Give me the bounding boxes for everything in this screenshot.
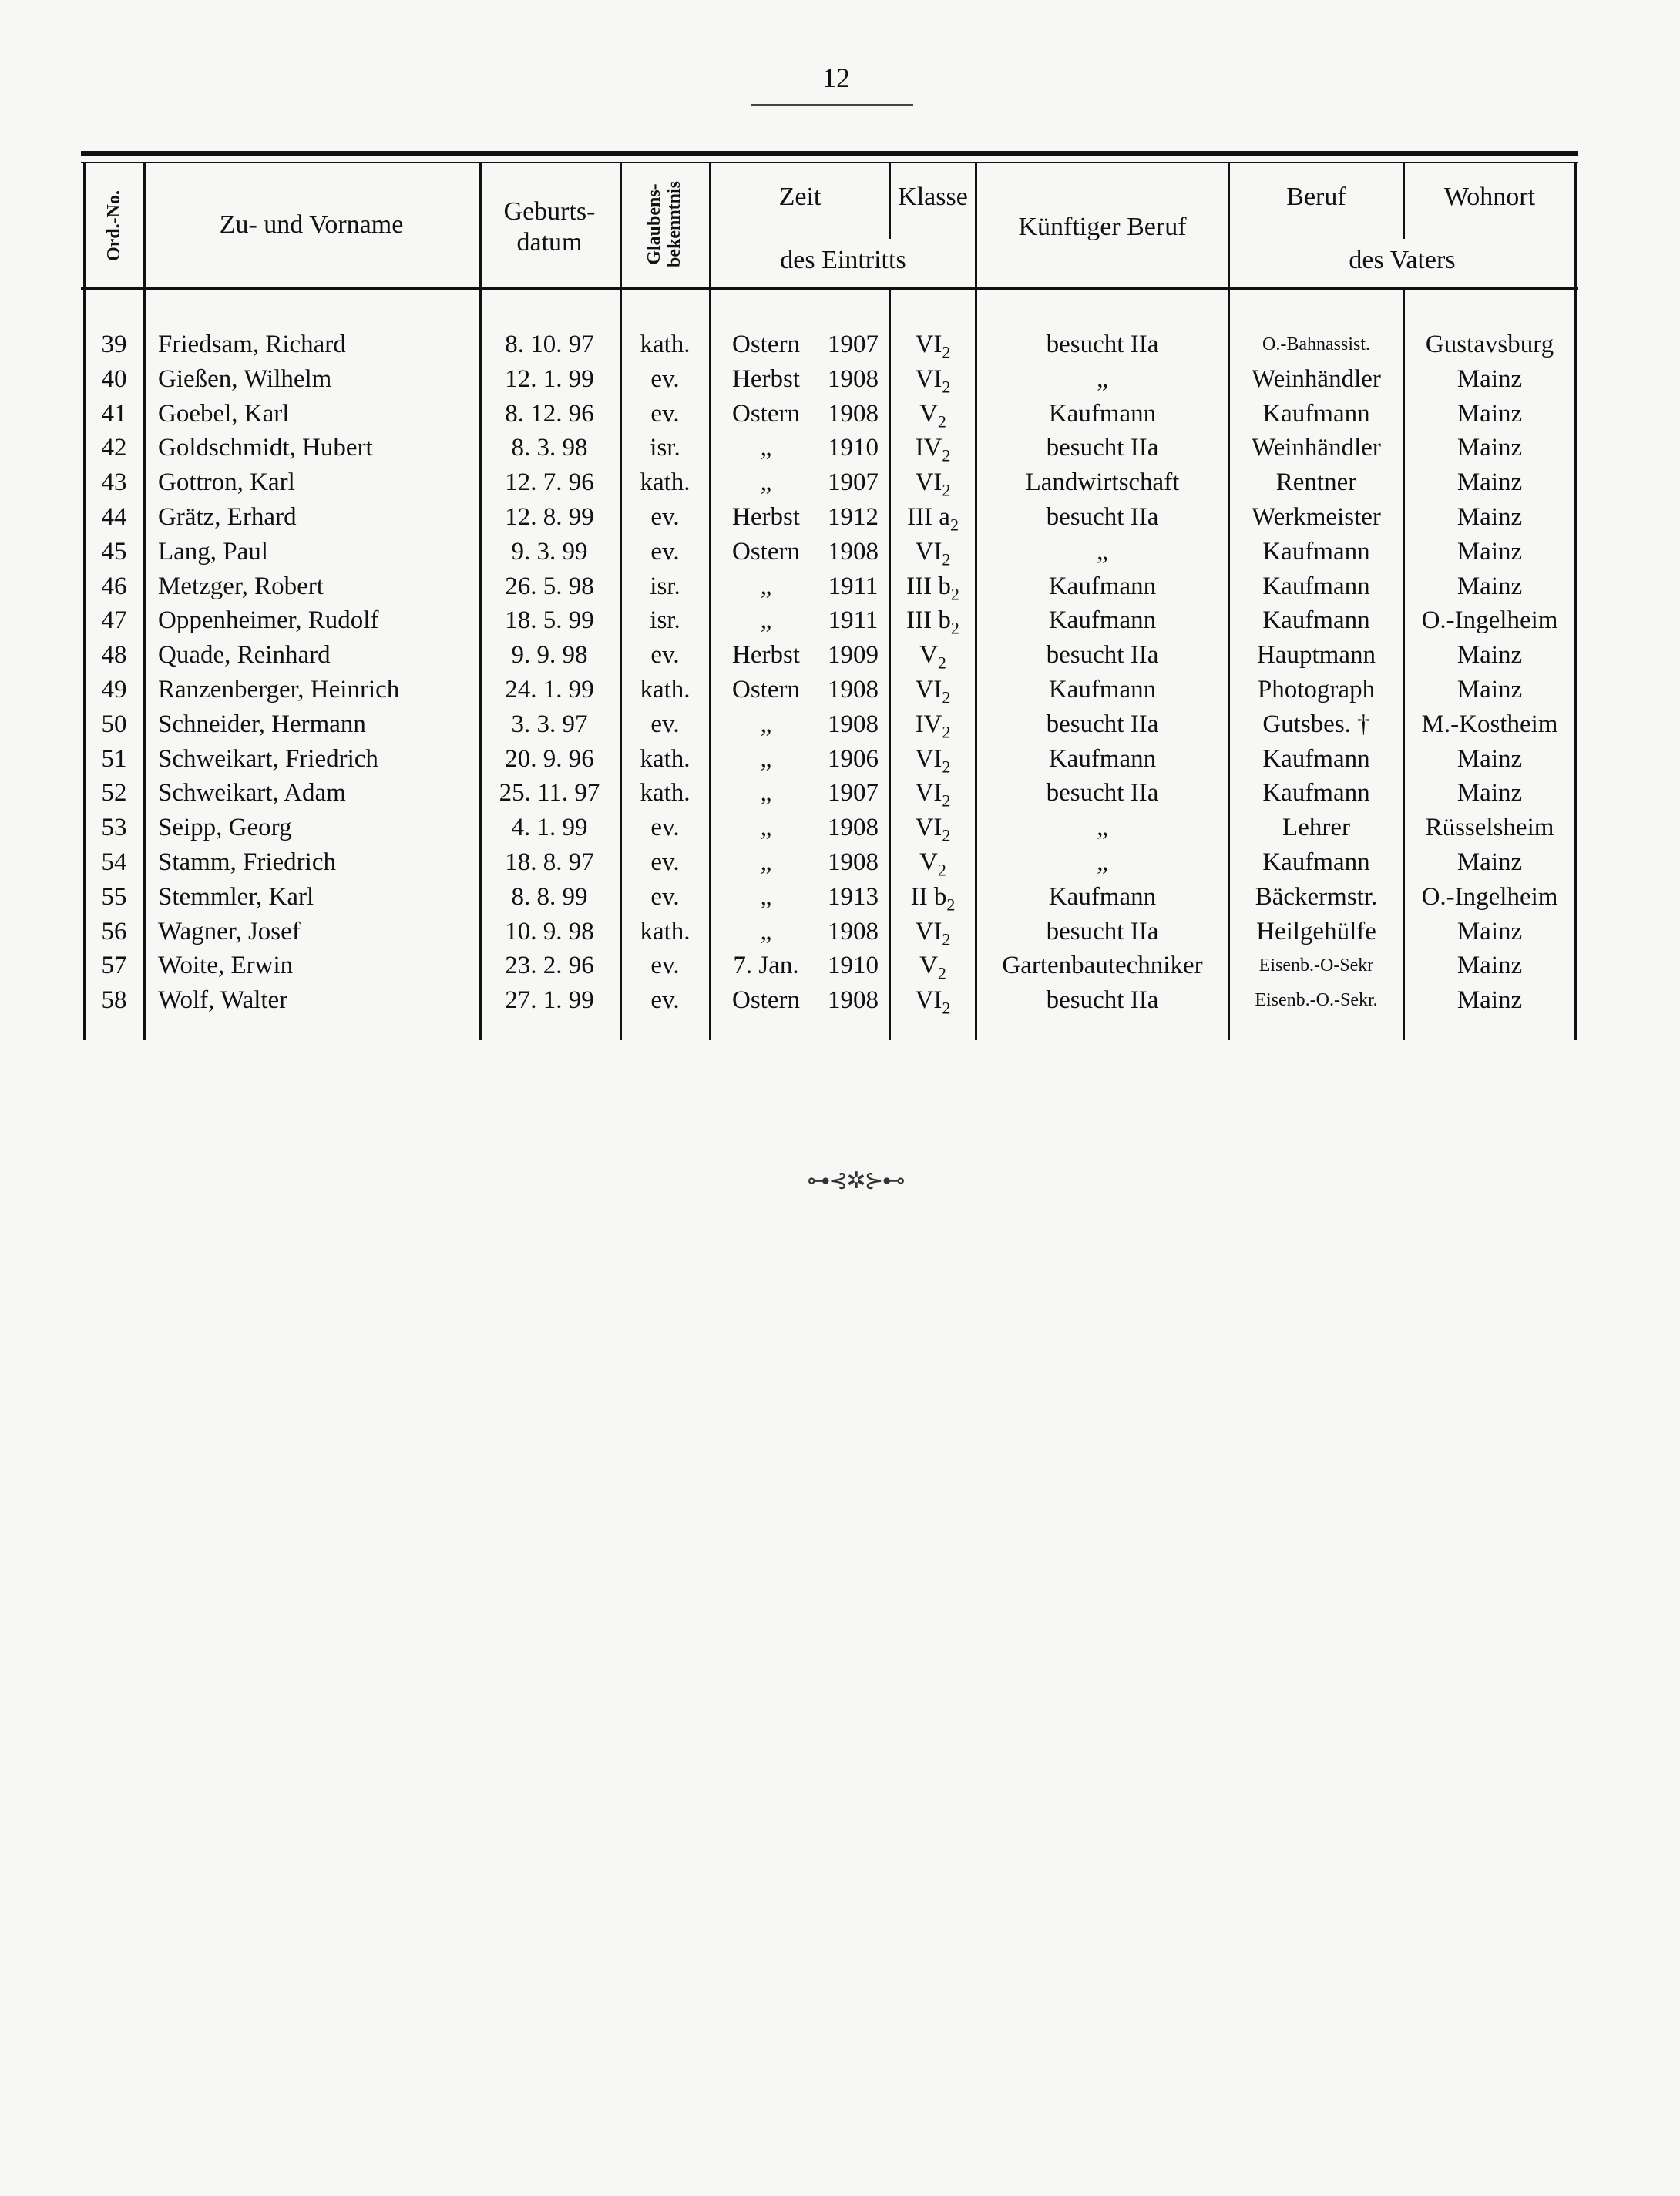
cell-ord-no: 42 [101, 434, 127, 462]
cell-name: Oppenheimer, Rudolf [158, 606, 379, 635]
class-label: IV [915, 434, 942, 462]
cell-father-occupation: Hauptmann [1257, 641, 1376, 670]
class-label: VI [915, 364, 942, 393]
table-row [0, 776, 1680, 811]
header-bottom-rule [81, 287, 1578, 290]
cell-ord-no: 52 [101, 779, 127, 808]
header-birth-date: Geburts- datum [503, 197, 596, 257]
cell-entry-term: „ [760, 468, 772, 497]
cell-entry-year: 1910 [828, 434, 879, 462]
cell-future-occupation: Kaufmann [1048, 744, 1157, 773]
cell-birth-date: 8. 10. 97 [505, 331, 594, 358]
cell-future-occupation: besucht IIa [1046, 503, 1159, 531]
cell-entry-year: 1908 [828, 537, 879, 566]
table-row [0, 949, 1680, 983]
cell-name: Grätz, Erhard [158, 503, 297, 531]
class-label: VI [915, 468, 942, 497]
cell-birth-date: 3. 3. 97 [511, 710, 588, 738]
table-row [0, 707, 1680, 742]
table-row [0, 397, 1680, 431]
cell-father-occupation: Kaufmann [1262, 848, 1370, 876]
cell-future-occupation: besucht IIa [1046, 710, 1159, 738]
cell-religion: ev. [650, 882, 680, 911]
cell-entry-year: 1911 [828, 572, 879, 600]
cell-entry-year: 1908 [828, 710, 879, 738]
cell-ord-no: 54 [101, 848, 127, 876]
class-subscript: 2 [942, 998, 951, 1018]
cell-entry-year: 1907 [828, 779, 879, 808]
cell-future-occupation: „ [1097, 537, 1108, 566]
cell-father-residence: Mainz [1457, 537, 1523, 566]
table-row [0, 362, 1680, 397]
cell-father-residence: Mainz [1457, 364, 1523, 393]
cell-ord-no: 50 [101, 710, 127, 738]
class-subscript: 2 [942, 342, 951, 362]
cell-religion: ev. [650, 814, 680, 842]
cell-name: Wolf, Walter [158, 986, 288, 1015]
cell-name: Schweikart, Adam [158, 779, 346, 808]
cell-entry-term: Herbst [732, 364, 800, 393]
cell-father-occupation: Eisenb.-O-Sekr [1258, 955, 1374, 976]
class-subscript: 2 [937, 963, 946, 983]
cell-father-occupation: Kaufmann [1262, 572, 1370, 600]
cell-name: Lang, Paul [158, 537, 268, 566]
cell-ord-no: 46 [101, 572, 127, 600]
cell-birth-date: 8. 3. 98 [511, 434, 588, 462]
cell-father-residence: Rüsselsheim [1425, 814, 1554, 842]
cell-entry-year: 1908 [828, 364, 879, 393]
cell-religion: ev. [650, 952, 680, 980]
header-time: Zeit [778, 183, 822, 211]
cell-birth-date: 27. 1. 99 [505, 986, 594, 1015]
cell-name: Schweikart, Friedrich [158, 744, 378, 773]
cell-entry-term: Herbst [732, 503, 800, 531]
class-label: V [919, 952, 938, 980]
cell-future-occupation: Kaufmann [1048, 572, 1157, 600]
class-label: V [919, 399, 938, 428]
cell-name: Stemmler, Karl [158, 882, 314, 911]
cell-entry-term: „ [760, 606, 772, 635]
cell-entry-term: Herbst [732, 641, 800, 670]
cell-father-residence: Mainz [1457, 676, 1523, 703]
cell-ord-no: 39 [101, 331, 127, 358]
cell-name: Stamm, Friedrich [158, 848, 336, 876]
cell-birth-date: 20. 9. 96 [505, 744, 594, 773]
cell-father-residence: Mainz [1457, 952, 1523, 980]
cell-father-occupation: Weinhändler [1252, 364, 1381, 393]
header-entry: des Eintritts [780, 246, 906, 274]
cell-class [891, 983, 975, 1026]
cell-religion: kath. [640, 676, 690, 703]
table-row [0, 983, 1680, 1018]
cell-name: Woite, Erwin [158, 952, 294, 980]
table-row [0, 742, 1680, 777]
cell-religion: kath. [640, 779, 690, 808]
header-occupation: Beruf [1286, 183, 1346, 211]
cell-entry-year: 1908 [828, 917, 879, 945]
top-rule-thin [81, 162, 1578, 163]
cell-future-occupation: besucht IIa [1046, 641, 1159, 670]
class-label: V [919, 848, 938, 876]
cell-entry-term: „ [760, 814, 772, 842]
cell-father-residence: Mainz [1457, 399, 1523, 428]
class-label: VI [915, 331, 942, 358]
cell-entry-year: 1912 [828, 503, 879, 531]
cell-entry-year: 1909 [828, 641, 879, 670]
class-label: II b [910, 882, 947, 911]
header-residence: Wohnort [1443, 183, 1536, 211]
cell-entry-year: 1908 [828, 814, 879, 842]
cell-father-occupation: Photograph [1257, 676, 1376, 703]
header-name: Zu- und Vorname [219, 210, 404, 239]
class-subscript: 2 [942, 791, 951, 811]
cell-father-occupation: Gutsbes. † [1262, 710, 1370, 738]
cell-father-occupation: Werkmeister [1252, 503, 1381, 531]
ornament-divider: ⊶⊰✲⊱⊷ [807, 1168, 904, 1194]
cell-religion: ev. [650, 641, 680, 670]
table-row [0, 845, 1680, 880]
table-row [0, 811, 1680, 845]
cell-religion: isr. [650, 572, 680, 600]
cell-ord-no: 40 [101, 364, 127, 393]
cell-father-residence: Mainz [1457, 744, 1523, 773]
cell-future-occupation: Kaufmann [1048, 399, 1157, 428]
cell-birth-date: 9. 9. 98 [511, 641, 588, 670]
cell-birth-date: 18. 8. 97 [505, 848, 594, 876]
cell-birth-date: 23. 2. 96 [505, 952, 594, 980]
cell-birth-date: 26. 5. 98 [505, 572, 594, 600]
class-label: VI [915, 744, 942, 773]
cell-ord-no: 43 [101, 468, 127, 497]
cell-religion: ev. [650, 399, 680, 428]
cell-religion: ev. [650, 986, 680, 1015]
table-row [0, 431, 1680, 465]
cell-father-occupation: Lehrer [1282, 814, 1350, 842]
cell-name: Schneider, Hermann [158, 710, 366, 738]
cell-ord-no: 56 [101, 917, 127, 945]
cell-ord-no: 51 [101, 744, 127, 773]
class-label: VI [915, 917, 942, 945]
cell-entry-term: „ [760, 882, 772, 911]
class-subscript: 2 [942, 377, 951, 397]
header-religion: Glaubens- bekenntnis [644, 180, 684, 268]
cell-father-residence: Mainz [1457, 986, 1523, 1015]
cell-father-occupation: Kaufmann [1262, 606, 1370, 635]
class-label: III b [906, 572, 951, 600]
cell-entry-year: 1907 [828, 331, 879, 358]
cell-father-residence: Mainz [1457, 641, 1523, 670]
class-subscript: 2 [937, 653, 946, 673]
cell-entry-term: „ [760, 848, 772, 876]
cell-father-residence: O.-Ingelheim [1421, 606, 1558, 635]
class-subscript: 2 [942, 549, 951, 569]
cell-religion: kath. [640, 331, 690, 358]
table-row [0, 569, 1680, 604]
cell-father-residence: Mainz [1457, 917, 1523, 945]
cell-name: Metzger, Robert [158, 572, 324, 600]
cell-entry-year: 1907 [828, 468, 879, 497]
cell-entry-year: 1906 [828, 744, 879, 773]
class-label: VI [915, 986, 942, 1015]
cell-entry-year: 1908 [828, 848, 879, 876]
cell-entry-year: 1910 [828, 952, 879, 980]
header-future-occupation: Künftiger Beruf [1018, 213, 1187, 241]
cell-entry-term: „ [760, 434, 772, 462]
page-number: 12 [822, 62, 850, 93]
class-subscript: 2 [949, 515, 959, 535]
cell-father-residence: Mainz [1457, 434, 1523, 462]
cell-entry-term: „ [760, 572, 772, 600]
cell-birth-date: 9. 3. 99 [511, 537, 588, 566]
class-subscript: 2 [942, 929, 951, 949]
cell-ord-no: 47 [101, 606, 127, 635]
class-subscript: 2 [937, 860, 946, 880]
class-label: V [919, 641, 938, 670]
cell-name: Quade, Reinhard [158, 641, 331, 670]
cell-religion: ev. [650, 848, 680, 876]
cell-entry-term: 7. Jan. [733, 952, 799, 980]
class-label: III a [907, 503, 950, 531]
cell-religion: ev. [650, 537, 680, 566]
cell-name: Ranzenberger, Heinrich [158, 676, 400, 703]
class-subscript: 2 [950, 618, 959, 638]
cell-birth-date: 12. 1. 99 [505, 364, 594, 393]
cell-father-occupation: Kaufmann [1262, 537, 1370, 566]
cell-birth-date: 4. 1. 99 [511, 814, 588, 842]
cell-future-occupation: besucht IIa [1046, 779, 1159, 808]
cell-birth-date: 8. 8. 99 [511, 882, 588, 911]
cell-father-residence: Mainz [1457, 572, 1523, 600]
cell-future-occupation: besucht IIa [1046, 986, 1159, 1015]
cell-ord-no: 49 [101, 676, 127, 703]
class-label: VI [915, 814, 942, 842]
cell-name: Goebel, Karl [158, 399, 290, 428]
cell-entry-term: „ [760, 779, 772, 808]
table-row [0, 673, 1680, 707]
cell-name: Wagner, Josef [158, 917, 301, 945]
table-row [0, 603, 1680, 638]
cell-name: Seipp, Georg [158, 814, 292, 842]
cell-future-occupation: „ [1097, 848, 1108, 876]
cell-name: Gottron, Karl [158, 468, 295, 497]
cell-future-occupation: besucht IIa [1046, 331, 1159, 358]
cell-entry-year: 1911 [828, 606, 879, 635]
cell-religion: kath. [640, 468, 690, 497]
cell-religion: isr. [650, 606, 680, 635]
cell-father-occupation: Kaufmann [1262, 779, 1370, 808]
cell-religion: kath. [640, 744, 690, 773]
cell-future-occupation: Gartenbautechniker [1002, 952, 1203, 980]
cell-birth-date: 10. 9. 98 [505, 917, 594, 945]
cell-ord-no: 57 [101, 952, 127, 980]
class-label: VI [915, 537, 942, 566]
cell-ord-no: 44 [101, 503, 127, 531]
cell-father-occupation: Bäckermstr. [1255, 882, 1378, 911]
class-subscript: 2 [942, 445, 951, 465]
cell-entry-year: 1913 [828, 882, 879, 911]
cell-entry-year: 1908 [828, 676, 879, 703]
cell-ord-no: 55 [101, 882, 127, 911]
cell-father-residence: Gustavsburg [1425, 331, 1554, 358]
header-ord-no: Ord.-No. [104, 190, 124, 261]
cell-father-occupation: Heilgehülfe [1256, 917, 1376, 945]
class-subscript: 2 [942, 825, 951, 845]
cell-entry-term: „ [760, 710, 772, 738]
cell-name: Gießen, Wilhelm [158, 364, 332, 393]
cell-birth-date: 25. 11. 97 [499, 779, 600, 808]
cell-entry-term: Ostern [732, 986, 800, 1015]
cell-ord-no: 45 [101, 537, 127, 566]
cell-future-occupation: „ [1097, 364, 1108, 393]
cell-future-occupation: Kaufmann [1048, 882, 1157, 911]
cell-future-occupation: Landwirtschaft [1025, 468, 1180, 497]
cell-entry-term: Ostern [732, 537, 800, 566]
cell-future-occupation: besucht IIa [1046, 917, 1159, 945]
header-father: des Vaters [1349, 246, 1456, 274]
cell-entry-term: Ostern [732, 331, 800, 358]
cell-entry-term: „ [760, 917, 772, 945]
cell-father-residence: M.-Kostheim [1421, 710, 1558, 738]
cell-birth-date: 8. 12. 96 [505, 399, 594, 428]
cell-future-occupation: „ [1097, 814, 1108, 842]
class-subscript: 2 [942, 722, 951, 742]
table-row [0, 880, 1680, 915]
cell-father-occupation: Eisenb.-O.-Sekr. [1255, 990, 1378, 1011]
cell-father-residence: O.-Ingelheim [1421, 882, 1558, 911]
cell-ord-no: 48 [101, 641, 127, 670]
cell-entry-term: Ostern [732, 399, 800, 428]
top-rule-thick [81, 151, 1578, 156]
class-label: III b [906, 606, 951, 635]
cell-entry-term: „ [760, 744, 772, 773]
table-row [0, 915, 1680, 949]
cell-name: Goldschmidt, Hubert [158, 434, 373, 462]
cell-future-occupation: Kaufmann [1048, 676, 1157, 703]
cell-father-occupation: Weinhändler [1252, 434, 1381, 462]
cell-future-occupation: besucht IIa [1046, 434, 1159, 462]
class-subscript: 2 [946, 895, 956, 915]
class-subscript: 2 [942, 480, 951, 500]
header-class: Klasse [898, 183, 968, 211]
cell-birth-date: 18. 5. 99 [505, 606, 594, 635]
cell-father-residence: Mainz [1457, 503, 1523, 531]
cell-birth-date: 12. 7. 96 [505, 468, 594, 497]
cell-religion: isr. [650, 434, 680, 462]
cell-birth-date: 12. 8. 99 [505, 503, 594, 531]
cell-entry-year: 1908 [828, 399, 879, 428]
table-row [0, 327, 1680, 362]
class-subscript: 2 [942, 757, 951, 777]
class-label: IV [915, 710, 942, 738]
cell-birth-date: 24. 1. 99 [505, 676, 594, 703]
cell-father-occupation: O.-Bahnassist. [1262, 334, 1370, 354]
class-subscript: 2 [942, 687, 951, 707]
class-subscript: 2 [950, 584, 959, 604]
cell-religion: ev. [650, 710, 680, 738]
table-row [0, 465, 1680, 500]
cell-father-residence: Mainz [1457, 468, 1523, 497]
cell-father-occupation: Rentner [1275, 468, 1357, 497]
cell-religion: ev. [650, 503, 680, 531]
class-label: VI [915, 779, 942, 808]
cell-father-residence: Mainz [1457, 779, 1523, 808]
class-label: VI [915, 676, 942, 703]
cell-ord-no: 41 [101, 399, 127, 428]
cell-ord-no: 53 [101, 814, 127, 842]
cell-father-occupation: Kaufmann [1262, 744, 1370, 773]
class-subscript: 2 [937, 411, 946, 431]
cell-name: Friedsam, Richard [158, 331, 346, 358]
cell-religion: kath. [640, 917, 690, 945]
cell-ord-no: 58 [101, 986, 127, 1015]
cell-entry-year: 1908 [828, 986, 879, 1015]
cell-religion: ev. [650, 364, 680, 393]
cell-father-residence: Mainz [1457, 848, 1523, 876]
table-row [0, 638, 1680, 673]
page-number-underline [751, 104, 913, 106]
cell-future-occupation: Kaufmann [1048, 606, 1157, 635]
cell-entry-term: Ostern [732, 676, 800, 703]
table-row [0, 500, 1680, 535]
cell-father-occupation: Kaufmann [1262, 399, 1370, 428]
table-row [0, 535, 1680, 569]
